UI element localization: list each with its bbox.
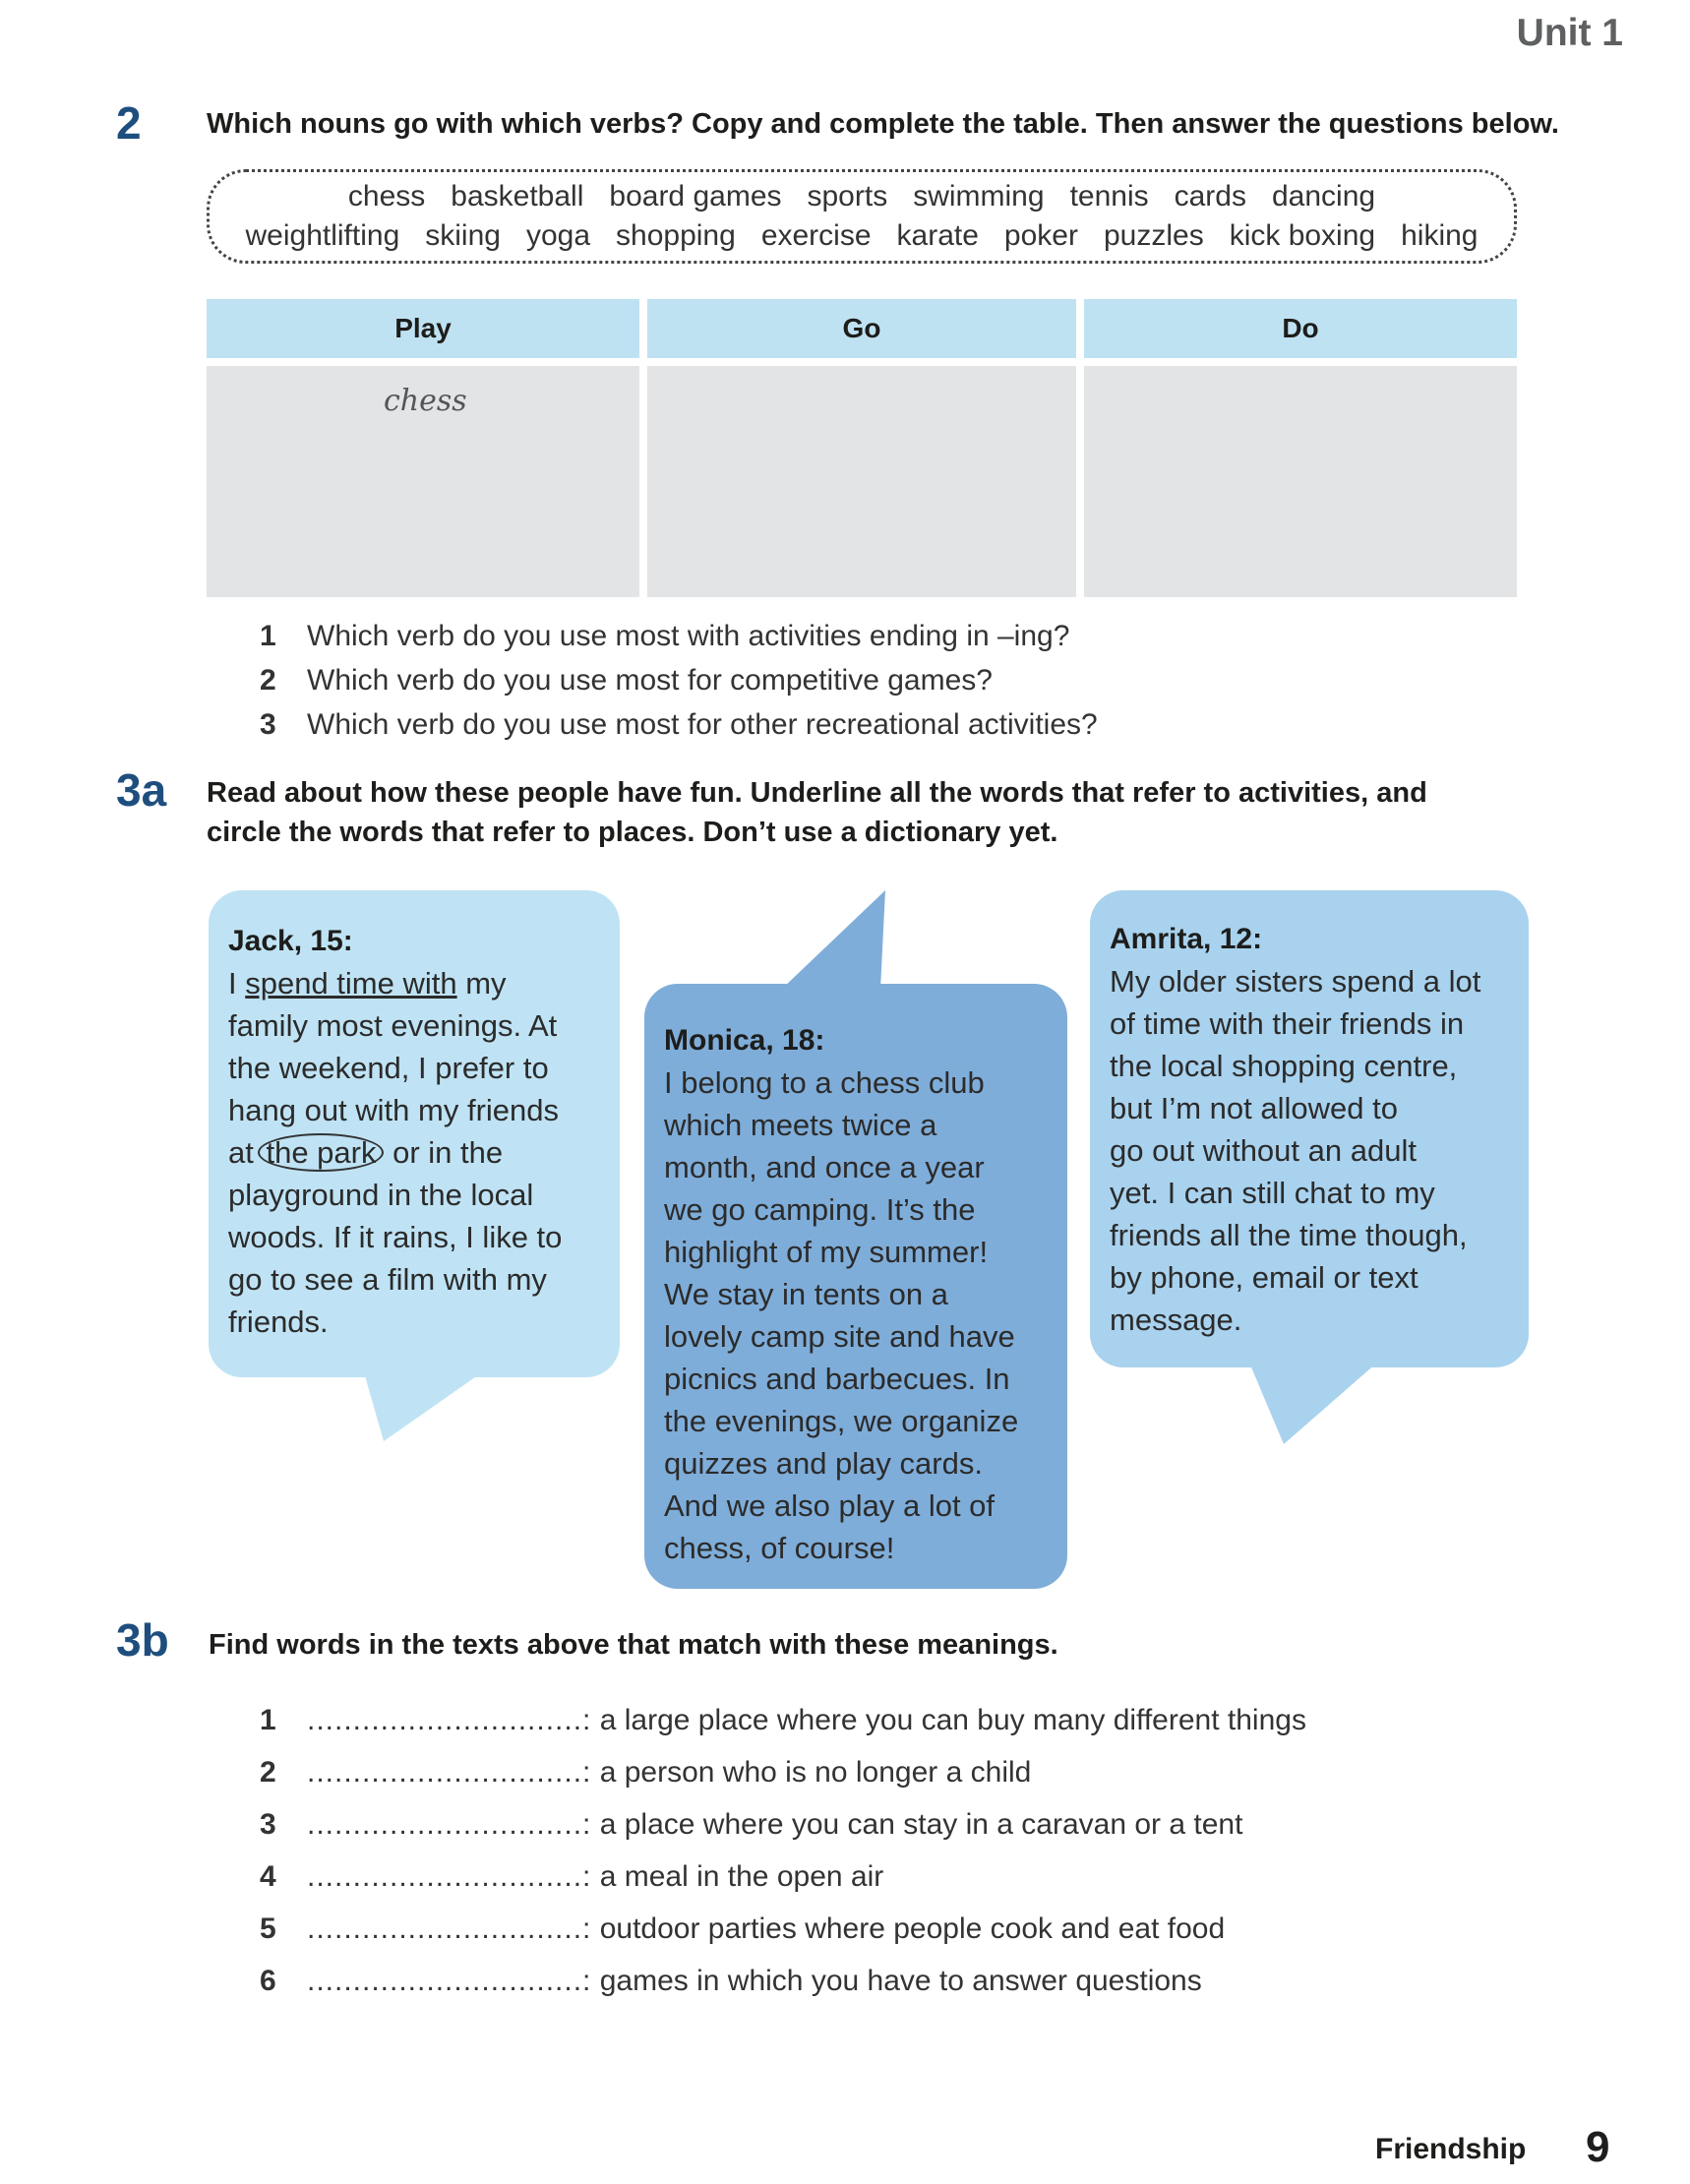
table-header-do: Do: [1084, 299, 1517, 358]
text-line: which meets twice a: [664, 1108, 937, 1142]
answer-blank[interactable]: ..............................:: [307, 1965, 592, 1997]
definition-row[interactable]: [260, 1704, 1306, 1737]
definition-number: 2: [260, 1756, 276, 1789]
definition-row[interactable]: [260, 1808, 1242, 1842]
question-text: Which verb do you use most for other recreational activities?: [307, 708, 1098, 741]
text-line: go to see a film with my: [228, 1262, 547, 1297]
text-line: chess, of course!: [664, 1531, 895, 1565]
monica-bubble-tail: [782, 890, 885, 989]
answer-blank[interactable]: ..............................:: [307, 1704, 592, 1736]
word-chip: shopping: [616, 219, 736, 252]
word-chip: yoga: [525, 219, 591, 252]
text-line: by phone, email or text: [1110, 1260, 1418, 1295]
speaker-name: Monica, 18:: [664, 1024, 825, 1057]
text-line: I spend time with my: [228, 966, 507, 1001]
text-line: yet. I can still chat to my: [1110, 1176, 1435, 1210]
text-line: friends.: [228, 1304, 329, 1339]
exercise-2-instruction: Which nouns go with which verbs? Copy and complete the table. Then answer the questions below.: [207, 108, 1559, 140]
definition-number: 3: [260, 1808, 276, 1841]
word-chip: karate: [896, 219, 979, 252]
text-line: at the park or in the: [228, 1135, 504, 1170]
underlined-activity: spend time with: [245, 966, 457, 1001]
speaker-name: Jack, 15:: [228, 925, 353, 957]
question-text: Which verb do you use most for competitive games?: [307, 664, 993, 697]
word-chip: sports: [807, 180, 888, 212]
text-line: highlight of my summer!: [664, 1235, 989, 1269]
exercise-3a-number: 3a: [116, 764, 167, 816]
definition-text: a person who is no longer a child: [591, 1756, 1032, 1789]
text-line: family most evenings. At: [228, 1008, 558, 1043]
table-header-go: Go: [647, 299, 1076, 358]
word-chip: exercise: [760, 219, 872, 252]
text-line: picnics and barbecues. In: [664, 1362, 1010, 1396]
jack-speech-bubble: [209, 890, 620, 1377]
text-line: the evenings, we organize: [664, 1404, 1019, 1438]
word-chip: hiking: [1401, 219, 1479, 252]
footer-section-title: Friendship: [1375, 2133, 1527, 2165]
unit-label: Unit 1: [1516, 12, 1623, 54]
question-number: 1: [260, 620, 276, 652]
answer-blank[interactable]: ..............................:: [307, 1860, 592, 1893]
word-chip: dancing: [1271, 180, 1376, 212]
definition-number: 4: [260, 1860, 276, 1893]
answer-blank[interactable]: ..............................:: [307, 1756, 592, 1789]
text-line: And we also play a lot of: [664, 1488, 996, 1523]
amrita-speech-bubble: [1090, 890, 1529, 1367]
text-line: month, and once a year: [664, 1150, 985, 1184]
text-line: the local shopping centre,: [1110, 1049, 1458, 1083]
text-line: the weekend, I prefer to: [228, 1051, 549, 1085]
text-line: lovely camp site and have: [664, 1319, 1015, 1354]
text-line: My older sisters spend a lot: [1110, 964, 1481, 999]
word-chip: board games: [609, 180, 782, 212]
page-number: 9: [1586, 2123, 1610, 2171]
definition-text: a place where you can stay in a caravan or a tent: [591, 1808, 1243, 1841]
word-chip: weightlifting: [245, 219, 400, 252]
amrita-bubble-tail: [1249, 1363, 1377, 1444]
exercise-3b-number: 3b: [116, 1614, 169, 1666]
definition-number: 5: [260, 1912, 276, 1945]
exercise-3a-instruction-line-1: Read about how these people have fun. Underline all the words that refer to activities, and: [207, 777, 1427, 809]
answer-blank[interactable]: ..............................:: [307, 1912, 592, 1945]
handwritten-answer: chess: [384, 384, 467, 418]
word-chip: skiing: [425, 219, 501, 252]
exercise-3b-instruction: Find words in the texts above that match with these meanings.: [209, 1629, 1058, 1661]
definition-row[interactable]: [260, 1965, 1202, 1998]
definition-row[interactable]: [260, 1756, 1031, 1790]
text-line: go out without an adult: [1110, 1133, 1417, 1168]
jack-bubble-tail: [364, 1372, 482, 1441]
word-chip: cards: [1174, 180, 1246, 212]
text-line: playground in the local: [228, 1178, 534, 1212]
table-header-play: Play: [207, 299, 639, 358]
definition-row[interactable]: [260, 1912, 1225, 1946]
text-line: of time with their friends in: [1110, 1006, 1465, 1041]
word-chip: tennis: [1069, 180, 1149, 212]
definition-text: outdoor parties where people cook and eat food: [591, 1912, 1226, 1945]
answer-blank[interactable]: ..............................:: [307, 1808, 592, 1841]
word-chip: kick boxing: [1229, 219, 1376, 252]
definition-row[interactable]: [260, 1860, 883, 1894]
text-line: message.: [1110, 1303, 1242, 1337]
text-line: friends all the time though,: [1110, 1218, 1468, 1252]
text-line: hang out with my friends: [228, 1093, 560, 1127]
exercise-3a-instruction-line-2: circle the words that refer to places. Don’t use a dictionary yet.: [207, 817, 1058, 848]
word-chip: basketball: [451, 180, 584, 212]
definition-text: games in which you have to answer questions: [591, 1965, 1202, 1997]
text-line: quizzes and play cards.: [664, 1446, 983, 1481]
question-text: Which verb do you use most with activities ending in –ing?: [307, 620, 1070, 652]
definition-text: a large place where you can buy many different things: [591, 1704, 1306, 1736]
monica-speech-bubble: [644, 984, 1067, 1589]
circled-place: the park: [258, 1133, 384, 1172]
text-line: but I’m not allowed to: [1110, 1091, 1398, 1125]
speaker-name: Amrita, 12:: [1110, 923, 1263, 955]
text-line: We stay in tents on a: [664, 1277, 948, 1311]
word-chip: poker: [1003, 219, 1078, 252]
definition-number: 1: [260, 1704, 276, 1736]
question-number: 3: [260, 708, 276, 741]
word-chip: swimming: [913, 180, 1045, 212]
word-chip: puzzles: [1103, 219, 1204, 252]
question-number: 2: [260, 664, 276, 697]
definition-text: a meal in the open air: [591, 1860, 884, 1893]
text-line: I belong to a chess club: [664, 1065, 985, 1100]
word-chip: chess: [347, 180, 426, 212]
text-line: woods. If it rains, I like to: [228, 1220, 563, 1254]
text-line: we go camping. It’s the: [664, 1192, 976, 1227]
exercise-2-number: 2: [116, 97, 142, 149]
definition-number: 6: [260, 1965, 276, 1997]
